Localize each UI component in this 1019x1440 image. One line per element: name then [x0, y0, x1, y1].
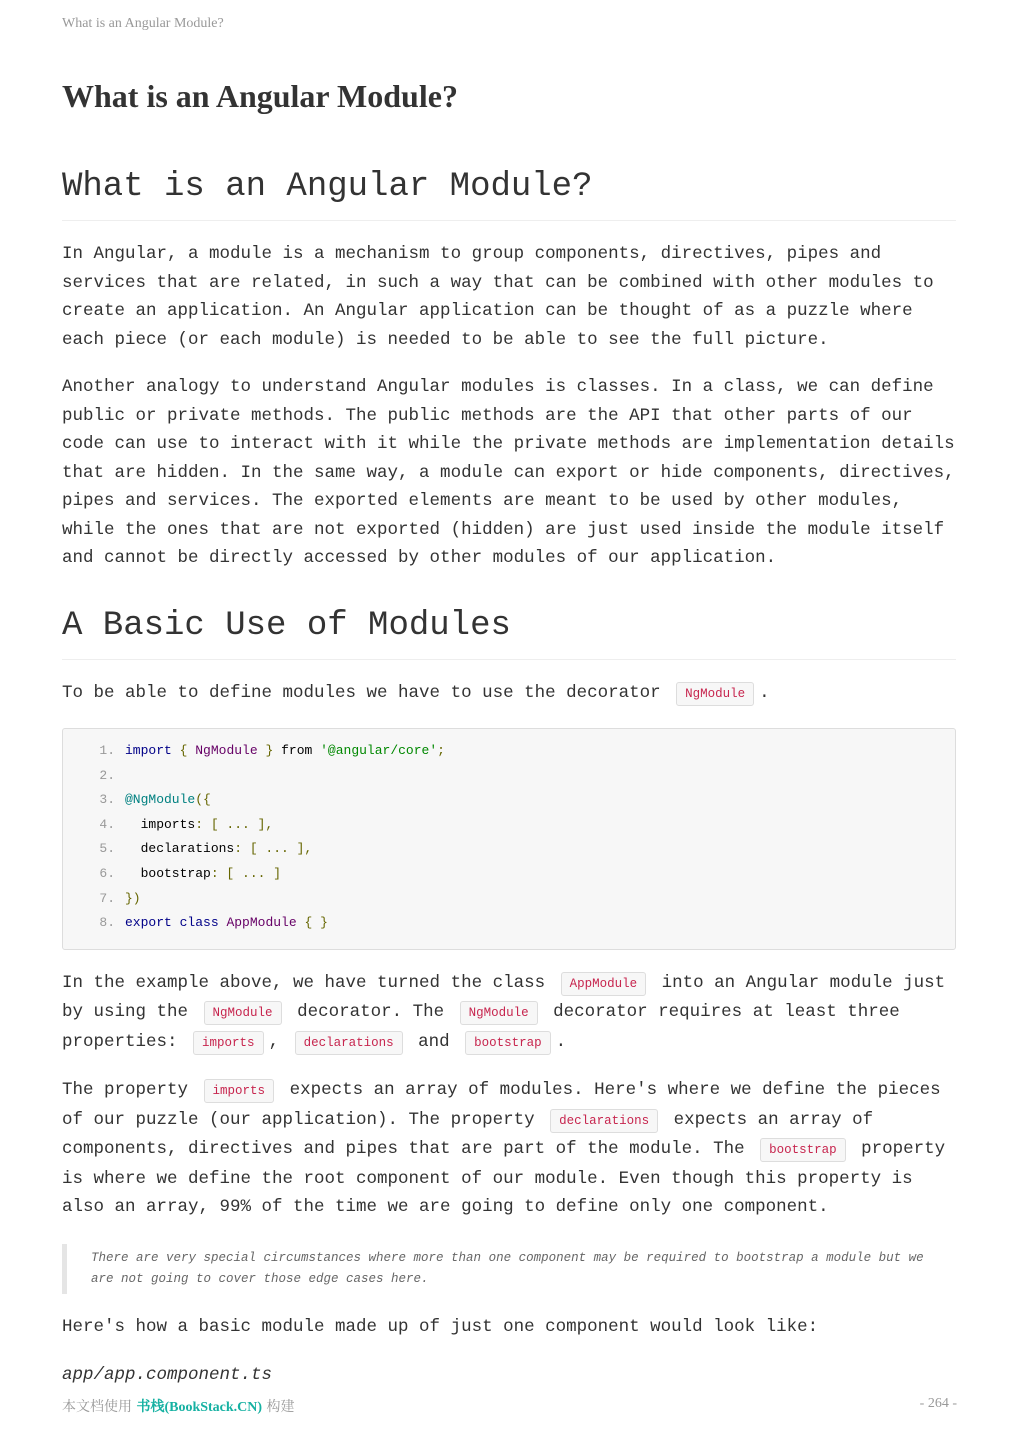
basic-paragraph-3: [62, 1076, 956, 1222]
text-run: decorator requires at least three properties:: [62, 1002, 900, 1052]
code-line: [63, 739, 955, 764]
code-line: [63, 837, 955, 862]
text-run: .: [555, 1031, 567, 1052]
code-token: }: [265, 743, 274, 758]
code-token: : [ ... ],: [234, 841, 313, 857]
inline-code: bootstrap: [465, 1031, 551, 1055]
file-name-label: app/app.component.ts: [62, 1365, 273, 1386]
code-line: [63, 764, 955, 789]
basic-paragraph-1: [62, 679, 956, 709]
inline-code: imports: [204, 1079, 275, 1103]
code-token: bootstrap: [125, 865, 211, 881]
code-line: [63, 788, 955, 813]
basic-paragraph-4: Here's how a basic module made up of just one component would look like:: [62, 1316, 819, 1337]
document-title: What is an Angular Module?: [62, 78, 458, 114]
running-header: What is an Angular Module?: [62, 16, 224, 31]
article-body: [62, 168, 956, 1390]
code-line: [63, 862, 955, 887]
code-line: [63, 813, 955, 838]
code-token: class: [179, 915, 219, 931]
inline-code: NgModule: [676, 682, 754, 706]
text-run: expects an array of components, directives and pipes that are part of the module. The: [62, 1109, 874, 1160]
code-line: [63, 911, 955, 936]
code-token: from: [273, 743, 321, 758]
text-run: .: [759, 682, 770, 703]
inline-code: imports: [193, 1031, 264, 1055]
code-token: ({: [195, 792, 211, 808]
text-run: and: [418, 1031, 450, 1052]
code-token: [172, 743, 180, 758]
code-block: [62, 728, 956, 950]
intro-paragraph-1: In Angular, a module is a mechanism to group components, directives, pipes and services that are related, in such a way that can be combined with other modules to create an application. An Angular application can be thought of as a puzzle where each piece (or each module) is needed to be able to see the full picture.: [62, 244, 934, 350]
text-run: ,: [268, 1031, 280, 1052]
line-number: 6.: [99, 865, 115, 881]
blockquote-note: [62, 1244, 956, 1294]
code-token: export: [125, 915, 172, 931]
footer-suffix: 构建: [266, 1399, 295, 1415]
code-token: : [ ... ],: [195, 816, 274, 832]
code-token: AppModule: [226, 915, 297, 931]
basic-paragraph-2: [62, 969, 956, 1058]
code-token: {: [179, 743, 188, 758]
text-run: into an Angular module just by using the: [62, 972, 946, 1023]
code-token: NgModule: [195, 743, 258, 758]
text-run: property is where we define the root component of our module. Even though this property is also an array, 99% of the time we are going to define only one component.: [62, 1139, 946, 1218]
text-run: In the example above, we have turned the class: [62, 972, 546, 993]
code-token: { }: [304, 915, 328, 931]
text-run: decorator. The: [297, 1002, 445, 1023]
code-token: declarations: [125, 841, 235, 857]
code-line: [63, 887, 955, 912]
inline-code: declarations: [295, 1031, 403, 1055]
code-token: }): [125, 890, 141, 906]
section-heading-intro: What is an Angular Module?: [62, 168, 956, 221]
line-number: 3.: [99, 792, 115, 808]
code-token: @NgModule: [125, 792, 196, 808]
code-token: imports: [125, 816, 196, 832]
intro-paragraph-2: Another analogy to understand Angular modules is classes. In a class, we can define public or private methods. The public methods are the API that other parts of our code can use to interact with it while the private methods are implementation details that are hidden. In the same way, a module can export or hide components, directives, pipes and services. The exported elements are meant to be used by other modules, while the ones that are not exported (hidden) are just used inside the module itself and cannot be directly accessed by other modules of our application.: [62, 377, 955, 568]
note-text: There are very special circumstances where more than one component may be required to bootstrap a module but we are not going to cover those edge cases here.: [91, 1250, 924, 1286]
code-token: : [ ... ]: [210, 865, 282, 881]
line-number: 1.: [99, 743, 115, 758]
code-token: ;: [437, 743, 445, 758]
page-number: - 264 -: [919, 1396, 957, 1411]
inline-code: bootstrap: [760, 1138, 846, 1162]
code-token: [172, 915, 180, 930]
line-number: 5.: [99, 841, 115, 857]
code-token: import: [125, 743, 172, 758]
line-number: 2.: [99, 767, 115, 783]
code-token: '@angular/core': [320, 743, 438, 758]
footer-credit: [62, 1396, 295, 1416]
text-run: To be able to define modules we have to use the decorator: [62, 682, 661, 703]
text-run: expects an array of modules. Here's where we define the pieces of our puzzle (our application). The property: [62, 1080, 941, 1130]
inline-code: declarations: [550, 1109, 658, 1133]
footer-brand-link[interactable]: 书栈(BookStack.CN): [136, 1400, 263, 1415]
line-number: 7.: [99, 890, 115, 906]
inline-code: NgModule: [204, 1001, 282, 1025]
line-number: 4.: [99, 816, 115, 832]
inline-code: NgModule: [460, 1001, 538, 1025]
inline-code: AppModule: [561, 972, 647, 996]
section-heading-basic: A Basic Use of Modules: [62, 607, 956, 660]
footer-prefix: 本文档使用: [62, 1399, 132, 1415]
text-run: The property: [62, 1080, 189, 1101]
line-number: 8.: [99, 915, 115, 931]
